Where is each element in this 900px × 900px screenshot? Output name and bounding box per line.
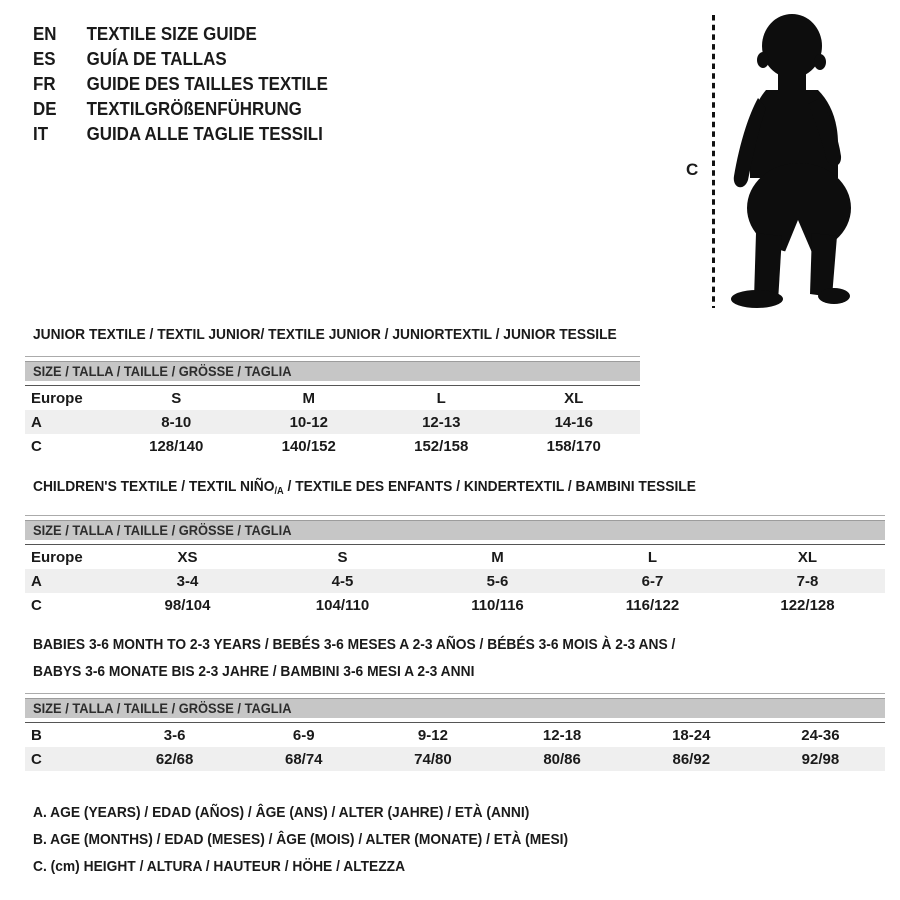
language-title: GUIDE DES TAILLES TEXTILE [86, 74, 328, 94]
language-row-es [33, 47, 328, 72]
table-cell: 110/116 [471, 596, 524, 614]
table-row [25, 593, 885, 617]
table-cell: S [337, 548, 348, 566]
language-title: GUÍA DE TALLAS [86, 49, 227, 69]
table-cell: 12-18 [542, 726, 582, 744]
row-label: A [31, 413, 42, 431]
row-label: C [31, 437, 42, 455]
language-code: DE [33, 99, 57, 119]
table-cell: 10-12 [289, 413, 328, 431]
table-row [25, 723, 885, 747]
table-cell: S [171, 389, 182, 407]
language-title: TEXTILGRÖßENFÜHRUNG [86, 99, 302, 119]
row-label: A [31, 572, 42, 590]
table-cell: 18-24 [672, 726, 711, 744]
table-row [25, 410, 640, 434]
table-cell: 116/122 [625, 596, 680, 614]
size-header-label: SIZE / TALLA / TAILLE / GRÖSSE / TAGLIA [33, 363, 292, 379]
table-row [25, 386, 640, 410]
note-c: C. (cm) HEIGHT / ALTURA / HAUTEUR / HÖHE / ALTEZZA [33, 858, 406, 875]
table-cell: 92/98 [801, 750, 840, 768]
babies-title-line2: BABYS 3-6 MONATE BIS 2-3 JAHRE / BAMBINI 3-6 MESI A 2-3 ANNI [33, 663, 475, 680]
table-cell: 140/152 [281, 437, 336, 455]
children-size-table [25, 515, 885, 617]
language-row-it [33, 122, 328, 147]
table-cell: 3-4 [176, 572, 199, 590]
babies-size-table [25, 693, 885, 771]
table-cell: 62/68 [155, 750, 194, 768]
table-cell: M [491, 548, 504, 566]
note-b: B. AGE (MONTHS) / EDAD (MESES) / ÂGE (MOIS) / ALTER (MONATE) / ETÀ (MESI) [33, 831, 569, 848]
table-cell: 122/128 [780, 596, 835, 614]
language-code: EN [33, 24, 57, 44]
children-title-rest: / TEXTILE DES ENFANTS / KINDERTEXTIL / BAMBINI TESSILE [283, 478, 696, 495]
table-cell: 4-5 [331, 572, 354, 590]
table-row [25, 569, 885, 593]
table-cell: 24-36 [801, 726, 840, 744]
table-cell: 9-12 [417, 726, 448, 744]
size-header-bar [25, 520, 885, 540]
row-label: C [31, 596, 42, 614]
language-row-de [33, 97, 328, 122]
table-cell: 7-8 [796, 572, 819, 590]
table-cell: XS [177, 548, 198, 566]
table-cell: 8-10 [161, 413, 192, 431]
table-cell: 74/80 [414, 750, 452, 768]
table-cell: 86/92 [672, 750, 711, 768]
table-cell: 98/104 [164, 596, 211, 614]
table-cell: 6-7 [641, 572, 664, 590]
language-title-block [33, 22, 347, 147]
table-cell: L [436, 389, 446, 407]
language-code: ES [33, 49, 56, 69]
language-row-fr [33, 72, 328, 97]
row-label: B [31, 726, 42, 744]
language-code: IT [33, 124, 49, 144]
language-title: TEXTILE SIZE GUIDE [86, 24, 257, 44]
table-cell: 80/86 [543, 750, 581, 768]
children-title-main: CHILDREN'S TEXTILE / TEXTIL NIÑO [33, 478, 275, 495]
row-label: Europe [31, 389, 83, 407]
table-cell: 68/74 [284, 750, 323, 768]
junior-section-title: JUNIOR TEXTILE / TEXTIL JUNIOR/ TEXTILE JUNIOR / JUNIORTEXTIL / JUNIOR TESSILE [33, 326, 617, 343]
toddler-silhouette-icon [700, 8, 880, 310]
language-row-en [33, 22, 328, 47]
table-cell: 6-9 [292, 726, 315, 744]
height-measure-label: C [686, 160, 699, 179]
table-cell: 158/170 [546, 437, 601, 455]
size-header-label: SIZE / TALLA / TAILLE / GRÖSSE / TAGLIA [33, 700, 292, 716]
table-cell: 3-6 [163, 726, 186, 744]
table-cell: XL [564, 389, 584, 407]
legend-notes [33, 799, 615, 880]
table-cell: 14-16 [554, 413, 593, 431]
size-header-label: SIZE / TALLA / TAILLE / GRÖSSE / TAGLIA [33, 522, 292, 538]
table-cell: 12-13 [422, 413, 461, 431]
children-section-title [33, 477, 696, 502]
row-label: Europe [31, 548, 83, 566]
language-code: FR [33, 74, 56, 94]
table-cell: 104/110 [315, 596, 370, 614]
babies-table-rows [25, 722, 885, 771]
babies-section-title [33, 631, 731, 685]
junior-table-rows [25, 385, 640, 458]
table-row [25, 545, 885, 569]
size-header-bar [25, 361, 640, 381]
table-cell: M [302, 389, 315, 407]
table-row [25, 747, 885, 771]
junior-size-table [25, 356, 640, 458]
table-cell: 152/158 [414, 437, 469, 455]
note-a: A. AGE (YEARS) / EDAD (AÑOS) / ÂGE (ANS) / ALTER (JAHRE) / ETÀ (ANNI) [33, 804, 530, 821]
language-title: GUIDA ALLE TAGLIE TESSILI [86, 124, 323, 144]
table-row [25, 434, 640, 458]
table-cell: 5-6 [486, 572, 509, 590]
children-title-subscript: /A [274, 486, 284, 497]
table-cell: XL [797, 548, 818, 566]
children-table-rows [25, 544, 885, 617]
size-header-bar [25, 698, 885, 718]
row-label: C [31, 750, 42, 768]
table-cell: L [647, 548, 658, 566]
babies-title-line1: BABIES 3-6 MONTH TO 2-3 YEARS / BEBÉS 3-6 MESES A 2-3 AÑOS / BÉBÉS 3-6 MOIS À 2-3 ANS / [33, 636, 676, 653]
table-cell: 128/140 [149, 437, 204, 455]
